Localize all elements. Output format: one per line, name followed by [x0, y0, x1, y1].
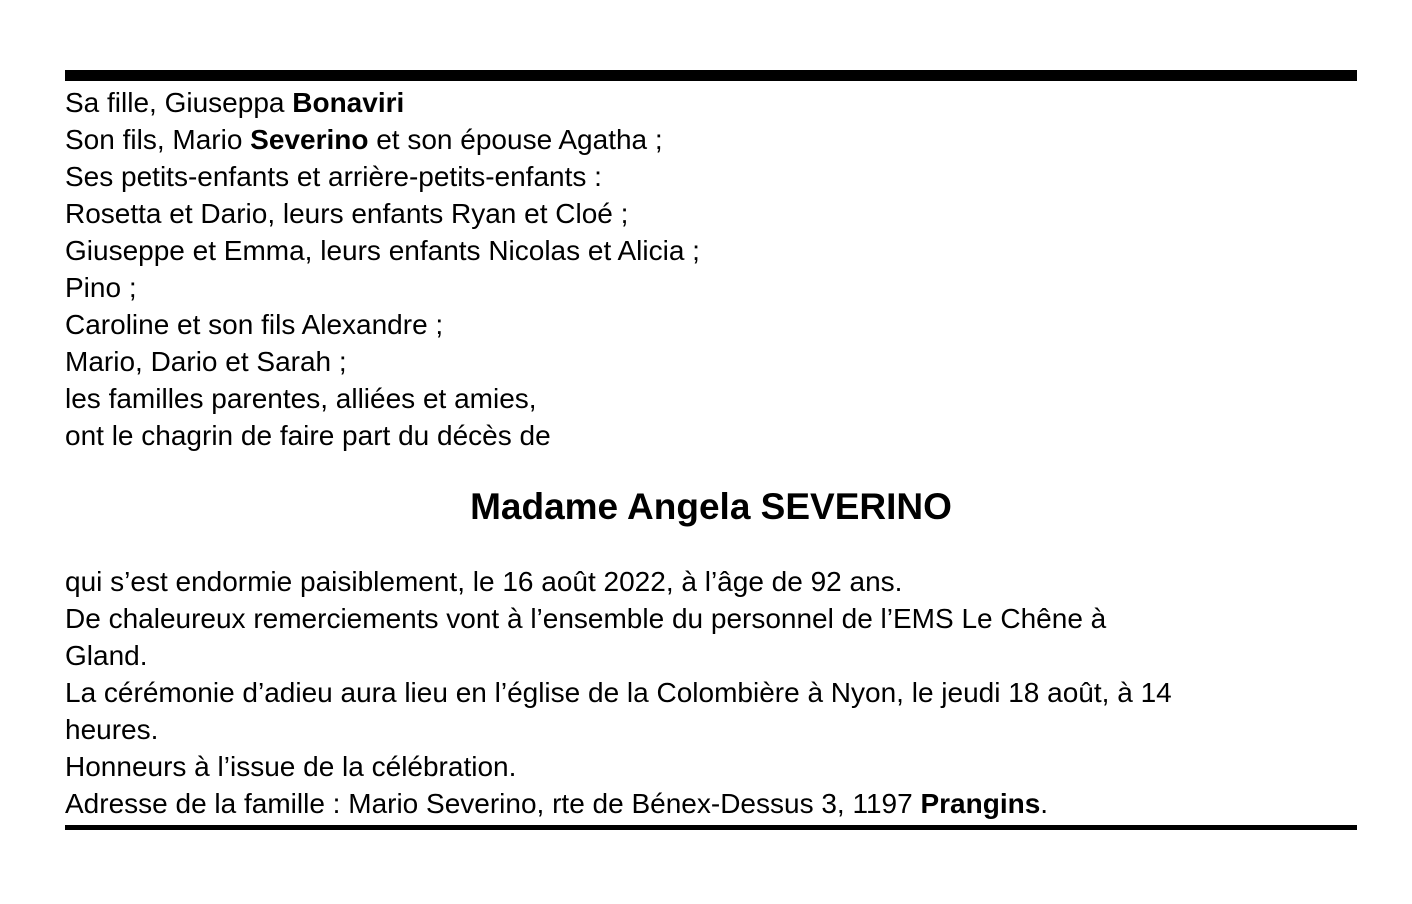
text-segment: La cérémonie d’adieu aura lieu en l’église de la Colombière à Nyon, le jeudi 18 août, à 14	[65, 677, 1172, 708]
notice-line	[65, 748, 1357, 785]
text-segment: Sa fille, Giuseppa	[65, 87, 293, 118]
text-segment: ont le chagrin de faire part du décès de	[65, 420, 551, 451]
text-segment: Rosetta et Dario, leurs enfants Ryan et Cloé ;	[65, 198, 629, 229]
notice-line	[65, 121, 1357, 158]
notice-line	[65, 674, 1357, 711]
notice-line	[65, 380, 1357, 417]
text-segment: Mario, Dario et Sarah ;	[65, 346, 347, 377]
text-segment: Ses petits-enfants et arrière-petits-enfants :	[65, 161, 602, 192]
notice-line	[65, 563, 1357, 600]
emphasized-name: Prangins	[920, 788, 1041, 819]
text-segment: heures.	[65, 714, 159, 745]
top-rule	[65, 70, 1357, 81]
notice-line	[65, 306, 1357, 343]
bottom-rule-wrap	[65, 825, 1357, 830]
text-segment: Son fils, Mario	[65, 124, 251, 155]
text-segment: Caroline et son fils Alexandre ;	[65, 309, 444, 340]
notice-line	[65, 232, 1357, 269]
text-segment: Giuseppe et Emma, leurs enfants Nicolas et Alicia ;	[65, 235, 700, 266]
family-lines-block	[65, 84, 1357, 454]
notice-line	[65, 785, 1357, 822]
notice-line	[65, 158, 1357, 195]
text-segment: Adresse de la famille : Mario Severino, rte de Bénex-Dessus 3, 1197	[65, 788, 921, 819]
text-segment: De chaleureux remerciements vont à l’ensemble du personnel de l’EMS Le Chêne à	[65, 603, 1107, 634]
notice-line	[65, 84, 1357, 121]
notice-line	[65, 195, 1357, 232]
text-segment: Pino ;	[65, 272, 137, 303]
notice-content	[65, 70, 1357, 830]
details-lines-block	[65, 563, 1357, 822]
text-segment: Gland.	[65, 640, 148, 671]
notice-line	[65, 417, 1357, 454]
deceased-name-title: Madame Angela SEVERINO	[470, 486, 952, 527]
text-segment: qui s’est endormie paisiblement, le 16 août 2022, à l’âge de 92 ans.	[65, 566, 903, 597]
notice-line	[65, 269, 1357, 306]
notice-line	[65, 711, 1357, 748]
notice-line	[65, 600, 1357, 637]
text-segment: les familles parentes, alliées et amies,	[65, 383, 537, 414]
notice-line	[65, 343, 1357, 380]
bottom-rule	[65, 825, 1357, 830]
notice-line	[65, 637, 1357, 674]
emphasized-name: Bonaviri	[292, 87, 405, 118]
text-segment: .	[1040, 788, 1049, 819]
emphasized-name: Severino	[250, 124, 369, 155]
text-segment: et son épouse Agatha ;	[368, 124, 663, 155]
text-segment: Honneurs à l’issue de la célébration.	[65, 751, 517, 782]
